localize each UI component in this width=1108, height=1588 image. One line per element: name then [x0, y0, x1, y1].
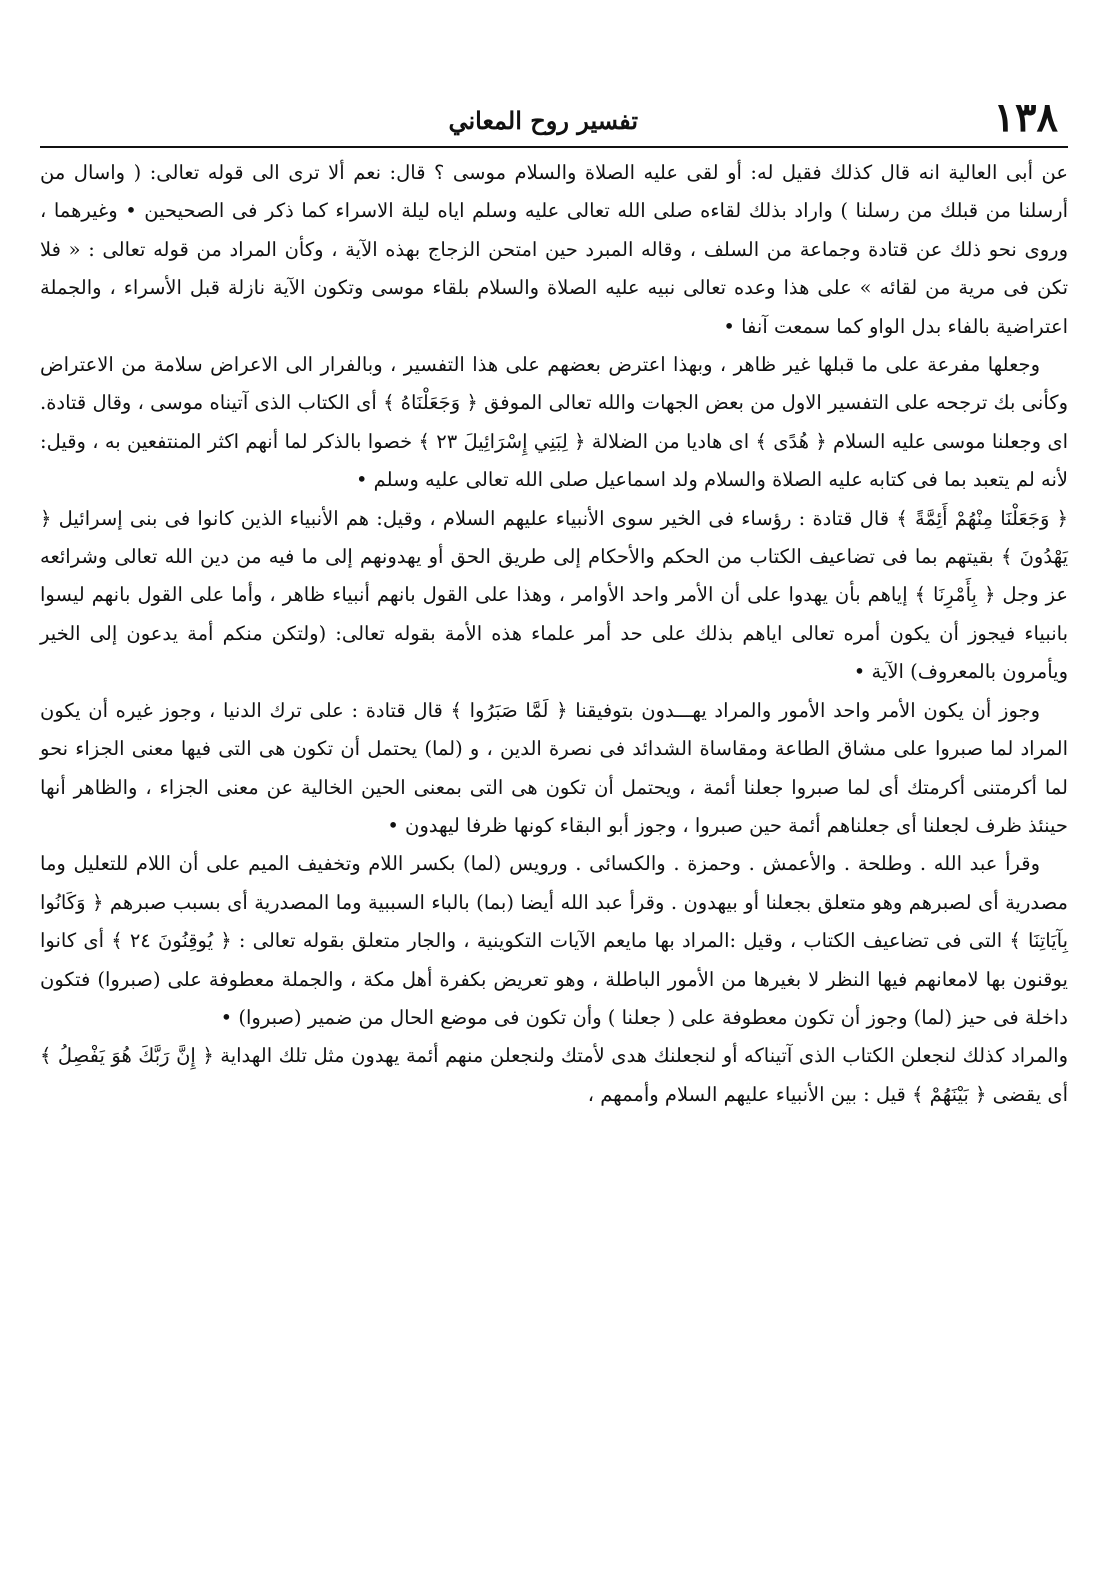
book-page	[40, 86, 1068, 1566]
paragraph: ﴿ وَجَعَلْنَا مِنْهُمْ أَئِمَّةً ﴾ قال قتادة : رؤساء فى الخير سوى الأنبياء عليهم السلام ، وقيل: هم الأنبياء الذين كانوا فى بنى إسرائيل ﴿ يَهْدُونَ ﴾ بقيتهم بما فى تضاعيف الكتاب من الحكم والأحكام إلى طريق الحق أو يهدونهم إلى ما فيه من دين الله تعالى وشرائعه عز وجل ﴿ بِأَمْرِنَا ﴾ إياهم بأن يهدوا على أن الأمر واحد الأوامر ، وهذا على القول بانهم أنبياء ظاهر ، وأما على القول بانهم ليسوا بانبياء فيجوز أن يكون أمره تعالى اياهم بذلك على حد أمر علماء هذه الأمة بقوله تعالى: (ولتكن منكم أمة يدعون إلى الخير ويأمرون بالمعروف) الآية •	[40, 506, 1068, 684]
page-header	[40, 86, 1068, 148]
page-number: ١٣٨	[993, 94, 1058, 141]
page-body	[40, 148, 1068, 1114]
paragraph: وجعلها مفرعة على ما قبلها غير ظاهر ، وبهذا اعترض بعضهم على هذا التفسير ، وبالفرار الى الاعراض سلامة من الاعتراض وكأنى بك ترجحه على التفسير الاول من بعض الجهات والله تعالى الموفق ﴿ وَجَعَلْنَاهُ ﴾ أى الكتاب الذى آتيناه موسى ، وقال قتادة. اى وجعلنا موسى عليه السلام ﴿ هُدًى ﴾ اى هاديا من الضلالة ﴿ لِبَنِي إِسْرَائِيلَ ٢٣ ﴾ خصوا بالذكر لما أنهم اكثر المنتفعين به ، وقيل: لأنه لم يتعبد بما فى كتابه عليه الصلاة والسلام ولد اسماعيل صلى الله تعالى عليه وسلم •	[40, 353, 1069, 492]
header-rule	[40, 146, 1068, 148]
paragraph: وجوز أن يكون الأمر واحد الأمور والمراد يهـــدون بتوفيقنا ﴿ لَمَّا صَبَرُوا ﴾ قال قتادة : على ترك الدنيا ، وجوز غيره أن يكون المراد لما صبروا على مشاق الطاعة ومقاساة الشدائد فى نصرة الدين ، و (لما) يحتمل أن تكون هى التى فيها معنى الجزاء نحو لما أكرمتنى أكرمتك أى لما صبروا جعلنا أئمة ، ويحتمل أن تكون هى التى بمعنى الحين الخالية عن معنى الجزاء ، والظاهر أنها حينئذ ظرف لجعلنا أى جعلناهم أئمة حين صبروا ، وجوز أبو البقاء كونها ظرفا ليهدون •	[40, 698, 1068, 837]
running-title: تفسير روح المعاني	[448, 106, 638, 135]
paragraph: عن أبى العالية انه قال كذلك فقيل له: أو لقى عليه الصلاة والسلام موسى ؟ قال: نعم ألا ترى الى قوله تعالى: ( واسال من أرسلنا من قبلك من رسلنا ) واراد بذلك لقاءه صلى الله تعالى عليه وسلم اياه ليلة الاسراء كما ذكر فى الصحيحين • وغيرهما ، وروى نحو ذلك عن قتادة وجماعة من السلف ، وقاله المبرد حين امتحن الزجاج بهذه الآية ، وكأن المراد من قوله تعالى : « فلا تكن فى مرية من لقائه » على هذا وعده تعالى نبيه عليه الصلاة والسلام بلقاء موسى وتكون الآية نازلة قبل الأسراء ، والجملة اعتراضية بالفاء بدل الواو كما سمعت آنفا •	[40, 161, 1068, 338]
paragraph: وقرأ عبد الله . وطلحة . والأعمش . وحمزة . والكسائى . ورويس (لما) بكسر اللام وتخفيف الميم على أن اللام للتعليل وما مصدرية أى لصبرهم وهو متعلق بجعلنا أو بيهدون . وقرأ عبد الله أيضا (بما) بالباء السببية وما المصدرية أى بسبب صبرهم ﴿ وَكَانُوا بِآيَاتِنَا ﴾ التى فى تضاعيف الكتاب ، وقيل :المراد بها مايعم الآيات التكوينية ، والجار متعلق بقوله تعالى : ﴿ يُوقِنُونَ ٢٤ ﴾ أى كانوا يوقنون بها لامعانهم فيها النظر لا بغيرها من الأمور الباطلة ، وهو تعريض بكفرة أهل مكة ، والجملة معطوفة على (صبروا) فتكون داخلة فى حيز (لما) وجوز أن تكون معطوفة على ( جعلنا ) وأن تكون فى موضع الحال من ضمير (صبروا) •	[40, 852, 1068, 1029]
paragraph: والمراد كذلك لنجعلن الكتاب الذى آتيناكه أو لنجعلنك هدى لأمتك ولنجعلن منهم أئمة يهدون مثل تلك الهداية ﴿ إِنَّ رَبَّكَ هُوَ يَفْصِلُ ﴾ أى يقضى ﴿ بَيْنَهُمْ ﴾ قيل : بين الأنبياء عليهم السلام وأممهم ،	[40, 1044, 1068, 1106]
